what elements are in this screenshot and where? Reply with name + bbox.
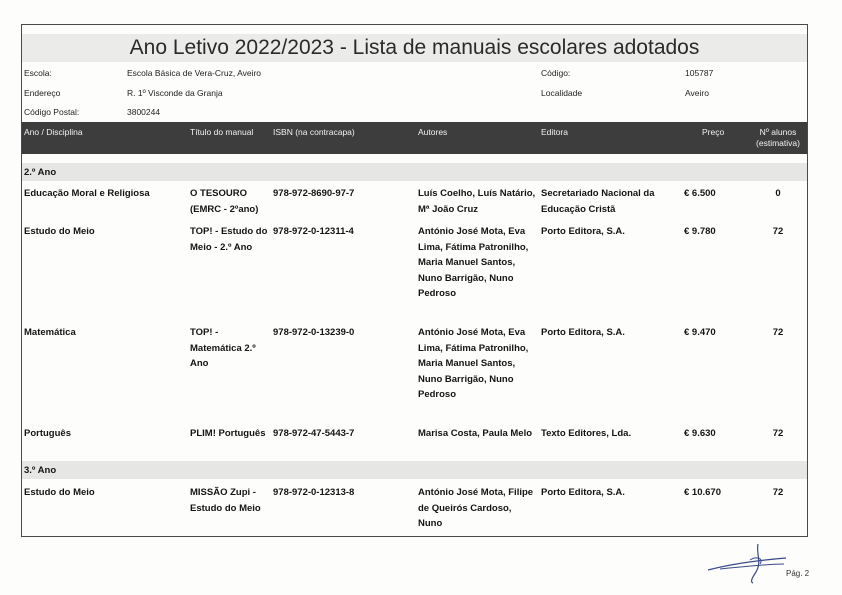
cell-preco: € 9.780 — [684, 226, 716, 237]
cell-preco: € 9.470 — [684, 327, 716, 338]
cell-isbn: 978-972-47-5443-7 — [273, 428, 355, 439]
col-autores: Autores — [418, 127, 448, 137]
section-3ano — [22, 461, 807, 479]
cell-editora: Porto Editora, S.A. — [541, 226, 625, 237]
info-row-escola — [22, 65, 807, 81]
cell-disciplina: Estudo do Meio — [24, 487, 95, 498]
page-title: Ano Letivo 2022/2023 - Lista de manuais escolares adotados — [22, 34, 807, 62]
escola-value: Escola Básica de Vera-Cruz, Aveiro — [127, 68, 262, 78]
col-disciplina: Ano / Disciplina — [24, 127, 83, 137]
col-isbn: ISBN (na contracapa) — [273, 127, 355, 137]
cell-preco: € 6.500 — [684, 188, 716, 199]
cell-titulo: TOP! - Estudo do Meio - 2.º Ano — [190, 226, 268, 253]
cell-alunos: 72 — [772, 428, 784, 439]
cell-isbn: 978-972-0-13239-0 — [273, 327, 355, 338]
localidade-value: Aveiro — [685, 88, 709, 98]
endereco-label: Endereço — [24, 88, 61, 98]
cell-editora: Porto Editora, S.A. — [541, 487, 625, 498]
cell-isbn: 978-972-8690-97-7 — [273, 188, 355, 199]
col-alunos-line1: Nº alunos — [759, 127, 797, 137]
col-alunos-line2: (estimativa) — [756, 138, 800, 148]
codigo-label: Código: — [541, 68, 571, 78]
cell-autores: Luís Coelho, Luís Natário, Mª João Cruz — [418, 188, 536, 215]
section-2ano-label: 2.º Ano — [24, 167, 57, 178]
cell-isbn: 978-972-0-12313-8 — [273, 487, 355, 498]
cell-editora: Porto Editora, S.A. — [541, 327, 625, 338]
cell-disciplina: Educação Moral e Religiosa — [24, 188, 150, 199]
cell-alunos: 72 — [772, 487, 784, 498]
cell-autores: António José Mota, Filipe de Queirós Cardoso, Nuno — [418, 487, 534, 530]
escola-label: Escola: — [24, 68, 52, 78]
endereco-value: R. 1º Visconde da Granja — [127, 88, 223, 98]
info-row-endereco — [22, 85, 807, 101]
cell-titulo: MISSÃO Zupi - Estudo do Meio — [190, 487, 261, 514]
cell-isbn: 978-972-0-12311-4 — [273, 226, 354, 237]
cell-disciplina: Estudo do Meio — [24, 226, 95, 237]
localidade-label: Localidade — [541, 88, 583, 98]
col-alunos — [752, 127, 804, 149]
cell-preco: € 9.630 — [684, 428, 716, 439]
codigo-value: 105787 — [685, 68, 714, 78]
codigo-postal-value: 3800244 — [127, 107, 161, 117]
codigo-postal-label: Código Postal: — [24, 107, 80, 117]
cell-preco: € 10.670 — [684, 487, 721, 498]
cell-autores: António José Mota, Eva Lima, Fátima Patronilho, Maria Manuel Santos, Nuno Barrigão, Nuno Pedroso — [418, 226, 529, 300]
cell-disciplina: Matemática — [24, 327, 76, 338]
col-titulo: Título do manual — [190, 127, 254, 137]
cell-alunos: 0 — [775, 188, 781, 199]
section-2ano — [22, 163, 807, 181]
document-frame — [21, 24, 808, 537]
page-number: Pág. 2 — [786, 569, 810, 578]
cell-autores: Marisa Costa, Paula Melo — [418, 428, 533, 439]
cell-disciplina: Português — [24, 428, 71, 439]
cell-alunos: 72 — [772, 327, 784, 338]
signature-mark — [706, 542, 796, 584]
cell-titulo: PLIM! Português — [190, 428, 266, 439]
cell-titulo: TOP! - Matemática 2.º Ano — [190, 327, 256, 370]
col-editora: Editora — [541, 127, 568, 137]
cell-titulo: O TESOURO (EMRC - 2ºano) — [190, 188, 259, 215]
info-row-codigo-postal — [22, 104, 807, 120]
cell-editora: Secretariado Nacional da Educação Cristã — [541, 188, 655, 215]
cell-editora: Texto Editores, Lda. — [541, 428, 632, 439]
table-header — [22, 122, 807, 154]
col-preco: Preço — [702, 127, 725, 137]
section-3ano-label: 3.º Ano — [24, 465, 57, 476]
cell-alunos: 72 — [772, 226, 784, 237]
cell-autores: António José Mota, Eva Lima, Fátima Patronilho, Maria Manuel Santos, Nuno Barrigão, Nuno Pedroso — [418, 327, 529, 401]
